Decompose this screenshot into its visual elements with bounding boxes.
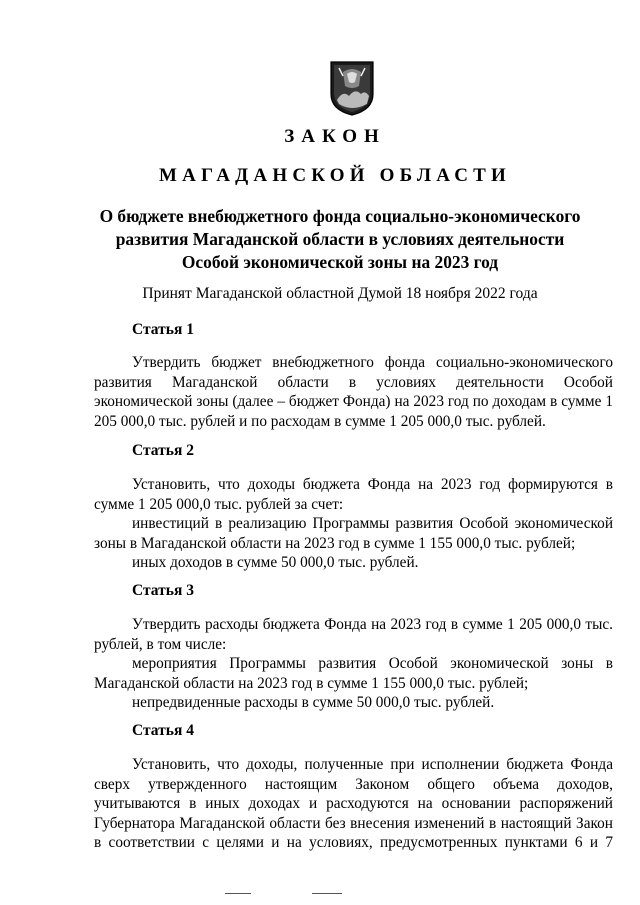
article-2-heading: Статья 2 [132, 442, 194, 459]
article-paragraph: Установить, что доходы бюджета Фонда на 2023 год формируются в сумме 1 205 000,0 тыс. рублей за счет: [94, 476, 613, 513]
article-1-body [94, 353, 613, 431]
article-paragraph: непредвиденные расходы в сумме 50 000,0 тыс. рублей. [132, 694, 495, 711]
document-type-title: ЗАКОН [284, 126, 386, 147]
article-paragraph: Утвердить расходы бюджета Фонда на 2023 год в сумме 1 205 000,0 тыс. рублей, в том числе: [94, 616, 613, 653]
article-1-heading: Статья 1 [132, 321, 194, 338]
article-paragraph: Установить, что доходы, полученные при исполнении бюджета Фонда сверх утвержденного настоящим Законом общего объема доходов, учитываются в иных доходах и расходуются на основании распоряжений Губернатора Магаданской области без внесения изменений в настоящий Закон в соответствии с целями и на условиях, предусмотренных пунктами 6 и 7 [94, 756, 613, 851]
article-paragraph: мероприятия Программы развития Особой экономической зоны в Магаданской области на 2023 год в сумме 1 155 000,0 тыс. рублей; [94, 655, 613, 692]
article-4-body [94, 755, 613, 853]
scan-edge-mark [225, 893, 251, 894]
article-3-heading: Статья 3 [132, 582, 194, 599]
adoption-statement: Принят Магаданской областной Думой 18 ноября 2022 года [142, 285, 538, 302]
article-paragraph: иных доходов в сумме 50 000,0 тыс. рублей. [132, 554, 419, 571]
region-title: МАГАДАНСКОЙ ОБЛАСТИ [158, 165, 512, 186]
law-subject-title [0, 205, 640, 274]
coat-of-arms-icon [329, 60, 375, 116]
law-subject-line: О бюджете внебюджетного фонда социально-экономического [99, 206, 581, 226]
article-2-body [94, 475, 613, 573]
article-paragraph: Утвердить бюджет внебюджетного фонда социально-экономического развития Магаданской области в условиях деятельности Особой экономической зоны (далее – бюджет Фонда) на 2023 год по доходам в сумме 1 205 000,0 тыс. рублей и по расходам в сумме 1 205 000,0 тыс. рублей. [94, 354, 613, 430]
article-3-body [94, 615, 613, 713]
law-subject-line: Особой экономической зоны на 2023 год [181, 252, 499, 272]
law-subject-line: развития Магаданской области в условиях деятельности [115, 229, 565, 249]
article-4-heading: Статья 4 [132, 722, 194, 739]
scan-edge-mark [312, 893, 342, 894]
article-paragraph: инвестиций в реализацию Программы развития Особой экономической зоны в Магаданской области на 2023 год в сумме 1 155 000,0 тыс. рублей; [94, 515, 613, 552]
